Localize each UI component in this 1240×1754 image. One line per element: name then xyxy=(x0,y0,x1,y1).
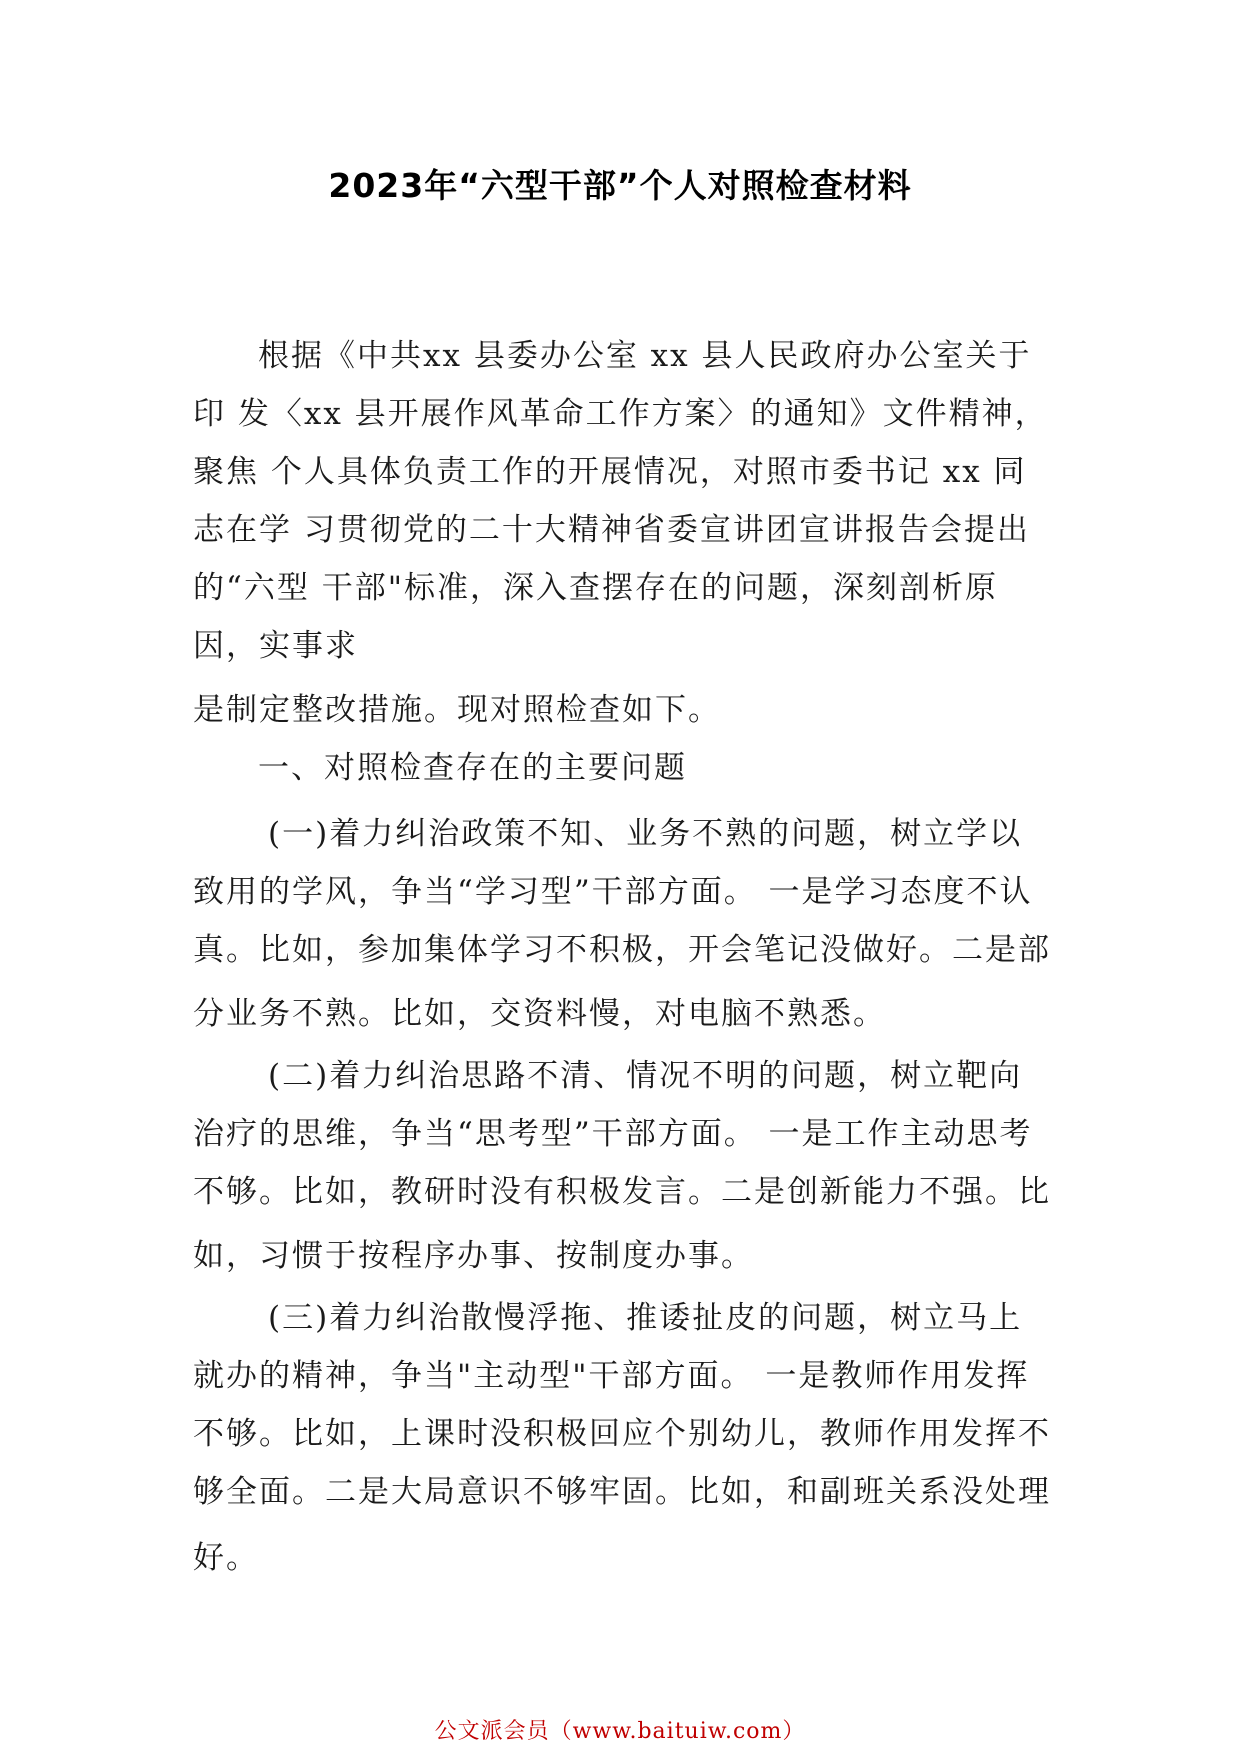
paragraph-line: 治疗的思维，争当“思考型”干部方面。 一是工作主动思考 xyxy=(193,1116,1033,1152)
subsection-heading: (三)着力纠治散慢浮拖、推诿扯皮的问题，树立马上 xyxy=(268,1300,1023,1336)
paragraph-line: 是制定整改措施。现对照检查如下。 xyxy=(193,692,721,728)
footer-watermark: 公文派会员（www.baituiw.com） xyxy=(434,1719,806,1744)
paragraph-line: 分业务不熟。比如，交资料慢，对电脑不熟悉。 xyxy=(193,996,886,1032)
paragraph-line: 聚焦 个人具体负责工作的开展情况，对照市委书记 xx 同 xyxy=(193,454,1027,490)
paragraph-line: 致用的学风，争当“学习型”干部方面。 一是学习态度不认 xyxy=(193,874,1033,910)
subsection-heading: (一)着力纠治政策不知、业务不熟的问题，树立学以 xyxy=(268,816,1023,852)
paragraph-line: 根据《中共xx 县委办公室 xx 县人民政府办公室关于 xyxy=(258,338,1032,374)
section-heading: 一、对照检查存在的主要问题 xyxy=(258,750,687,786)
paragraph-line: 的“六型 干部"标准，深入查摆存在的问题，深刻剖析原 xyxy=(193,570,998,606)
paragraph-line: 志在学 习贯彻党的二十大精神省委宣讲团宣讲报告会提出 xyxy=(193,512,1030,548)
paragraph-line: 因，实事求 xyxy=(193,628,358,664)
paragraph-line: 印 发〈xx 县开展作风革命工作方案〉的通知》文件精神， xyxy=(193,396,1048,432)
paragraph-line: 好。 xyxy=(193,1540,259,1576)
paragraph-line: 不够。比如，上课时没积极回应个别幼儿，教师作用发挥不 xyxy=(193,1416,1051,1452)
subsection-heading: (二)着力纠治思路不清、情况不明的问题，树立靶向 xyxy=(268,1058,1023,1094)
paragraph-line: 就办的精神，争当"主动型"干部方面。 一是教师作用发挥 xyxy=(193,1358,1030,1394)
paragraph-line: 如，习惯于按程序办事、按制度办事。 xyxy=(193,1238,754,1274)
paragraph-line: 够全面。二是大局意识不够牢固。比如，和副班关系没处理 xyxy=(193,1474,1051,1510)
document-title: 2023年“六型干部”个人对照检查材料 xyxy=(328,166,912,205)
paragraph-line: 真。比如，参加集体学习不积极，开会笔记没做好。二是部 xyxy=(193,932,1051,968)
paragraph-line: 不够。比如，教研时没有积极发言。二是创新能力不强。比 xyxy=(193,1174,1051,1210)
